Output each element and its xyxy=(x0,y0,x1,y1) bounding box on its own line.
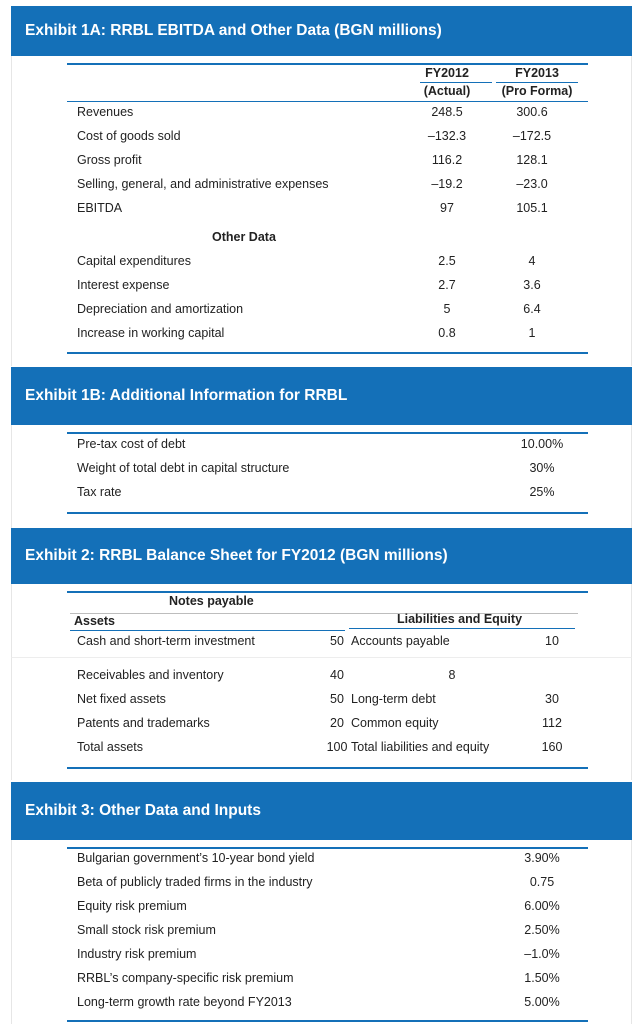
row-fy2012-value: 0.8 xyxy=(438,326,456,340)
row-fy2013-value: –172.5 xyxy=(512,129,552,143)
row-value: 6.00% xyxy=(524,899,560,913)
exhibit-1a-title: Exhibit 1A: RRBL EBITDA and Other Data (BGN millions) xyxy=(25,22,442,39)
row-fy2013-value: 4 xyxy=(528,254,536,268)
col-fy2013-header: FY2013 xyxy=(515,66,559,80)
row-label: Long-term growth rate beyond FY2013 xyxy=(77,995,292,1009)
exhibit-2-lower-panel xyxy=(11,657,632,780)
row-value: –1.0% xyxy=(524,947,560,961)
liability-label: Accounts payable xyxy=(351,634,450,648)
asset-label: Total assets xyxy=(77,740,144,754)
row-label: Depreciation and amortization xyxy=(77,302,244,316)
liabilities-equity-header: Liabilities and Equity xyxy=(397,612,523,626)
row-label: Small stock risk premium xyxy=(77,923,216,937)
exhibit-1b-top-rule xyxy=(67,432,588,434)
row-label: RRBL’s company-specific risk premium xyxy=(77,971,294,985)
row-label: Pre-tax cost of debt xyxy=(77,437,186,451)
liability-value: 112 xyxy=(542,716,562,730)
asset-value: 40 xyxy=(330,668,344,682)
exhibit-1a-panel xyxy=(11,56,632,366)
exhibit-1a-title-banner xyxy=(11,6,632,56)
row-label: Selling, general, and administrative expenses xyxy=(77,177,329,191)
col-fy2013-rule xyxy=(496,82,578,83)
exhibit-3-bottom-rule xyxy=(67,1020,588,1022)
row-fy2012-value: 2.7 xyxy=(438,278,456,292)
row-value: 5.00% xyxy=(524,995,560,1009)
col-fy2012-header: FY2012 xyxy=(425,66,469,80)
row-value: 10.00% xyxy=(520,437,564,451)
row-fy2012-value: –132.3 xyxy=(427,129,467,143)
row-label: Equity risk premium xyxy=(77,899,187,913)
row-fy2013-value: 300.6 xyxy=(516,105,548,119)
liability-label: Long-term debt xyxy=(351,692,436,706)
row-fy2012-value: 2.5 xyxy=(438,254,456,268)
exhibit-1b-title: Exhibit 1B: Additional Information for RRBL xyxy=(25,387,348,404)
asset-value: 100 xyxy=(326,740,348,754)
row-label: Capital expenditures xyxy=(77,254,191,268)
row-fy2012-value: 248.5 xyxy=(431,105,463,119)
row-value: 0.75 xyxy=(529,875,555,889)
exhibit-1b-title-banner xyxy=(11,367,632,425)
row-value: 30% xyxy=(529,461,555,475)
exhibit-1b-bottom-rule xyxy=(67,512,588,514)
col-fy2012-subheader: (Actual) xyxy=(423,84,471,98)
row-fy2012-value: 5 xyxy=(443,302,451,316)
row-fy2012-value: –19.2 xyxy=(431,177,463,191)
row-value: 3.90% xyxy=(524,851,560,865)
row-fy2013-value: 105.1 xyxy=(516,201,548,215)
row-label: Revenues xyxy=(77,105,134,119)
liability-value: 10 xyxy=(545,634,559,648)
exhibit-3-top-rule xyxy=(67,847,588,849)
exhibit-3-panel xyxy=(11,840,632,1024)
liability-value: 8 xyxy=(448,668,456,682)
liabilities-header-rule xyxy=(349,628,575,629)
row-label: Cost of goods sold xyxy=(77,129,181,143)
liability-label: Total liabilities and equity xyxy=(351,740,490,754)
exhibit-1a-header-rule xyxy=(67,101,588,102)
col-fy2012-rule xyxy=(420,82,492,83)
other-data-heading: Other Data xyxy=(212,230,276,244)
asset-label: Receivables and inventory xyxy=(77,668,224,682)
assets-header: Assets xyxy=(74,614,115,628)
row-fy2013-value: 1 xyxy=(528,326,536,340)
row-label: Tax rate xyxy=(77,485,122,499)
row-label: EBITDA xyxy=(77,201,123,215)
assets-header-rule xyxy=(70,630,345,631)
row-fy2012-value: 116.2 xyxy=(431,153,463,167)
exhibit-1a-bottom-rule xyxy=(67,352,588,354)
exhibit-2-title-banner xyxy=(11,528,632,584)
row-fy2013-value: –23.0 xyxy=(516,177,548,191)
exhibit-2-title: Exhibit 2: RRBL Balance Sheet for FY2012 (BGN millions) xyxy=(25,547,448,564)
row-label: Industry risk premium xyxy=(77,947,197,961)
asset-label: Net fixed assets xyxy=(77,692,166,706)
exhibit-3-title-banner xyxy=(11,782,632,840)
liability-value: 30 xyxy=(545,692,559,706)
exhibit-3-title: Exhibit 3: Other Data and Inputs xyxy=(25,802,261,819)
row-fy2013-value: 128.1 xyxy=(516,153,548,167)
row-label: Increase in working capital xyxy=(77,326,225,340)
exhibit-1a-top-rule xyxy=(67,63,588,65)
notes-payable-label: Notes payable xyxy=(169,594,254,608)
row-label: Bulgarian government’s 10-year bond yield xyxy=(77,851,315,865)
asset-value: 20 xyxy=(330,716,344,730)
col-fy2013-subheader: (Pro Forma) xyxy=(501,84,573,98)
row-label: Weight of total debt in capital structure xyxy=(77,461,290,475)
row-label: Beta of publicly traded firms in the industry xyxy=(77,875,313,889)
row-fy2013-value: 6.4 xyxy=(523,302,541,316)
asset-value: 50 xyxy=(330,634,344,648)
asset-label: Cash and short-term investment xyxy=(77,634,255,648)
row-value: 25% xyxy=(529,485,555,499)
row-value: 2.50% xyxy=(524,923,560,937)
asset-value: 50 xyxy=(330,692,344,706)
exhibit-1b-panel xyxy=(11,425,632,528)
row-value: 1.50% xyxy=(524,971,560,985)
row-fy2012-value: 97 xyxy=(440,201,454,215)
liability-value: 160 xyxy=(541,740,563,754)
row-label: Gross profit xyxy=(77,153,142,167)
exhibit-2-top-rule xyxy=(67,591,588,593)
row-label: Interest expense xyxy=(77,278,170,292)
exhibit-2-bottom-rule xyxy=(67,767,588,769)
row-fy2013-value: 3.6 xyxy=(523,278,541,292)
liability-label: Common equity xyxy=(351,716,439,730)
asset-label: Patents and trademarks xyxy=(77,716,210,730)
